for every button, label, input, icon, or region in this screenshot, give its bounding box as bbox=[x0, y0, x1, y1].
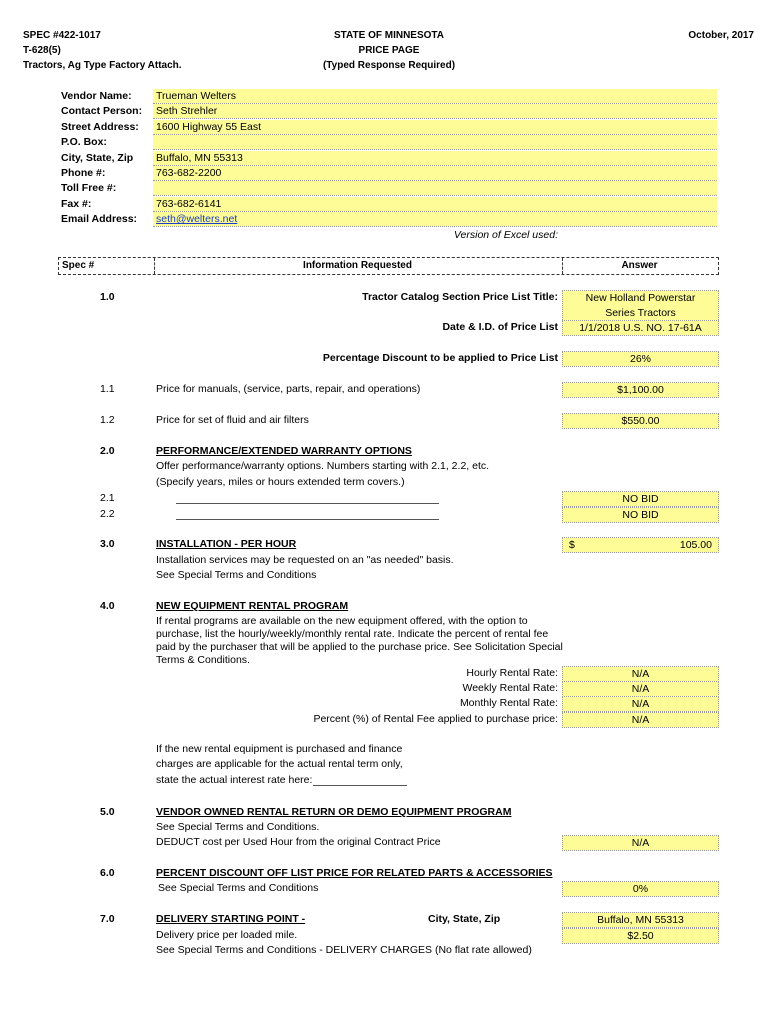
interest-rate-blank[interactable] bbox=[313, 785, 407, 786]
catalog-title-label: Tractor Catalog Section Price List Title: bbox=[362, 291, 558, 303]
monthly-rate-label: Monthly Rental Rate: bbox=[459, 697, 558, 709]
finance-line-2: charges are applicable for the actual rental term only, bbox=[156, 758, 403, 770]
category-title: Tractors, Ag Type Factory Attach. bbox=[23, 60, 182, 71]
percent-rental-field[interactable]: N/A bbox=[562, 712, 719, 728]
delivery-title: DELIVERY STARTING POINT - bbox=[156, 913, 306, 925]
email-link[interactable]: seth@welters.net bbox=[156, 213, 238, 225]
hourly-rate-label: Hourly Rental Rate: bbox=[466, 667, 558, 679]
warranty-title: PERFORMANCE/EXTENDED WARRANTY OPTIONS bbox=[156, 445, 412, 457]
section-2-1-number: 2.1 bbox=[100, 492, 115, 504]
response-note: (Typed Response Required) bbox=[322, 60, 456, 71]
po-box-field[interactable] bbox=[153, 135, 717, 150]
warranty-2-2-field[interactable]: NO BID bbox=[562, 507, 719, 523]
installation-rate-field[interactable] bbox=[562, 537, 719, 553]
warranty-2-1-blank[interactable] bbox=[176, 503, 439, 504]
demo-deduct-field[interactable]: N/A bbox=[562, 835, 719, 851]
fax-field[interactable]: 763-682-6141 bbox=[153, 197, 717, 212]
hourly-rate-field[interactable]: N/A bbox=[562, 666, 719, 682]
rental-title: NEW EQUIPMENT RENTAL PROGRAM bbox=[156, 600, 349, 612]
manuals-price-field[interactable]: $1,100.00 bbox=[562, 382, 719, 398]
fax-label: Fax #: bbox=[61, 198, 92, 210]
monthly-rate-field[interactable]: N/A bbox=[562, 696, 719, 712]
percent-rental-label: Percent (%) of Rental Fee applied to purchase price: bbox=[313, 713, 558, 725]
t-number: T-628(5) bbox=[23, 45, 61, 56]
delivery-city-label: City, State, Zip bbox=[428, 913, 501, 925]
section-6-number: 6.0 bbox=[100, 867, 115, 879]
delivery-line-2: See Special Terms and Conditions - DELIVERY CHARGES (No flat rate allowed) bbox=[156, 944, 532, 956]
price-list-date-label: Date & I.D. of Price List bbox=[442, 321, 558, 333]
city-state-zip-field[interactable]: Buffalo, MN 55313 bbox=[153, 151, 717, 166]
excel-version-label: Version of Excel used: bbox=[453, 229, 558, 241]
page-title: PRICE PAGE bbox=[358, 45, 420, 56]
catalog-title-field[interactable]: New Holland Powerstar Series Tractors bbox=[562, 290, 719, 322]
rental-para-3: paid by the purchaser that will be applied to the purchase price. See Solicitation Special bbox=[156, 641, 563, 653]
filters-price-label: Price for set of fluid and air filters bbox=[156, 414, 309, 426]
installation-rate-value: 105.00 bbox=[679, 539, 712, 551]
section-1-number: 1.0 bbox=[100, 291, 115, 303]
finance-line-1: If the new rental equipment is purchased and finance bbox=[156, 743, 403, 755]
toll-free-field[interactable] bbox=[153, 181, 717, 196]
installation-line-1: Installation services may be requested on an "as needed" basis. bbox=[156, 554, 454, 566]
vendor-name-label: Vendor Name: bbox=[61, 90, 132, 102]
header-date: October, 2017 bbox=[688, 30, 754, 41]
manuals-price-label: Price for manuals, (service, parts, repair, and operations) bbox=[156, 383, 421, 395]
weekly-rate-label: Weekly Rental Rate: bbox=[462, 682, 558, 694]
warranty-2-2-blank[interactable] bbox=[176, 519, 439, 520]
installation-line-2: See Special Terms and Conditions bbox=[156, 569, 317, 581]
parts-discount-title: PERCENT DISCOUNT OFF LIST PRICE FOR RELATED PARTS & ACCESSORIES bbox=[156, 867, 553, 879]
discount-field[interactable]: 26% bbox=[562, 351, 719, 367]
col-info-header: Information Requested bbox=[303, 260, 412, 271]
city-state-zip-label: City, State, Zip bbox=[61, 152, 134, 164]
state-title: STATE OF MINNESOTA bbox=[334, 30, 444, 41]
email-field[interactable] bbox=[153, 212, 717, 227]
installation-title: INSTALLATION - PER HOUR bbox=[156, 538, 297, 550]
currency-symbol: $ bbox=[569, 539, 575, 551]
warranty-line-2: (Specify years, miles or hours extended term covers.) bbox=[156, 476, 405, 488]
section-2-number: 2.0 bbox=[100, 445, 115, 457]
rental-para-4: Terms & Conditions. bbox=[156, 654, 250, 666]
street-address-field[interactable]: 1600 Highway 55 East bbox=[153, 120, 717, 135]
delivery-city-field[interactable]: Buffalo, MN 55313 bbox=[562, 912, 719, 928]
parts-discount-field[interactable]: 0% bbox=[562, 881, 719, 897]
phone-field[interactable]: 763-682-2200 bbox=[153, 166, 717, 181]
delivery-price-field[interactable]: $2.50 bbox=[562, 928, 719, 944]
weekly-rate-field[interactable]: N/A bbox=[562, 681, 719, 697]
demo-program-title: VENDOR OWNED RENTAL RETURN OR DEMO EQUIPMENT PROGRAM bbox=[156, 806, 512, 818]
section-1-2-number: 1.2 bbox=[100, 414, 115, 426]
warranty-2-1-field[interactable]: NO BID bbox=[562, 491, 719, 507]
warranty-line-1: Offer performance/warranty options. Numbers starting with 2.1, 2.2, etc. bbox=[156, 460, 490, 472]
section-2-2-number: 2.2 bbox=[100, 508, 115, 520]
finance-line-3: state the actual interest rate here: bbox=[156, 774, 313, 786]
vendor-name-field[interactable]: Trueman Welters bbox=[153, 89, 717, 104]
street-address-label: Street Address: bbox=[61, 121, 139, 133]
filters-price-field[interactable]: $550.00 bbox=[562, 413, 719, 429]
rental-para-2: purchase, list the hourly/weekly/monthly rental rate. Indicate the percent of rental fee bbox=[156, 628, 549, 640]
contact-person-label: Contact Person: bbox=[61, 105, 143, 117]
contact-person-field[interactable]: Seth Strehler bbox=[153, 104, 717, 119]
section-3-number: 3.0 bbox=[100, 538, 115, 550]
section-7-number: 7.0 bbox=[100, 913, 115, 925]
delivery-line-1: Delivery price per loaded mile. bbox=[156, 929, 298, 941]
col-answer-header: Answer bbox=[621, 260, 658, 271]
section-4-number: 4.0 bbox=[100, 600, 115, 612]
section-5-number: 5.0 bbox=[100, 806, 115, 818]
po-box-label: P.O. Box: bbox=[61, 136, 107, 148]
demo-program-line-2: DEDUCT cost per Used Hour from the original Contract Price bbox=[156, 836, 441, 848]
price-list-date-field[interactable]: 1/1/2018 U.S. NO. 17-61A bbox=[562, 320, 719, 336]
toll-free-label: Toll Free #: bbox=[61, 182, 117, 194]
phone-label: Phone #: bbox=[61, 167, 106, 179]
rental-para-1: If rental programs are available on the new equipment offered, with the option to bbox=[156, 615, 528, 627]
col-spec-header: Spec # bbox=[62, 260, 95, 271]
discount-label: Percentage Discount to be applied to Price List bbox=[322, 352, 558, 364]
demo-program-line-1: See Special Terms and Conditions. bbox=[156, 821, 320, 833]
section-1-1-number: 1.1 bbox=[100, 383, 115, 395]
email-label: Email Address: bbox=[61, 213, 138, 225]
parts-discount-line-1: See Special Terms and Conditions bbox=[158, 882, 319, 894]
spec-number: SPEC #422-1017 bbox=[23, 30, 101, 41]
